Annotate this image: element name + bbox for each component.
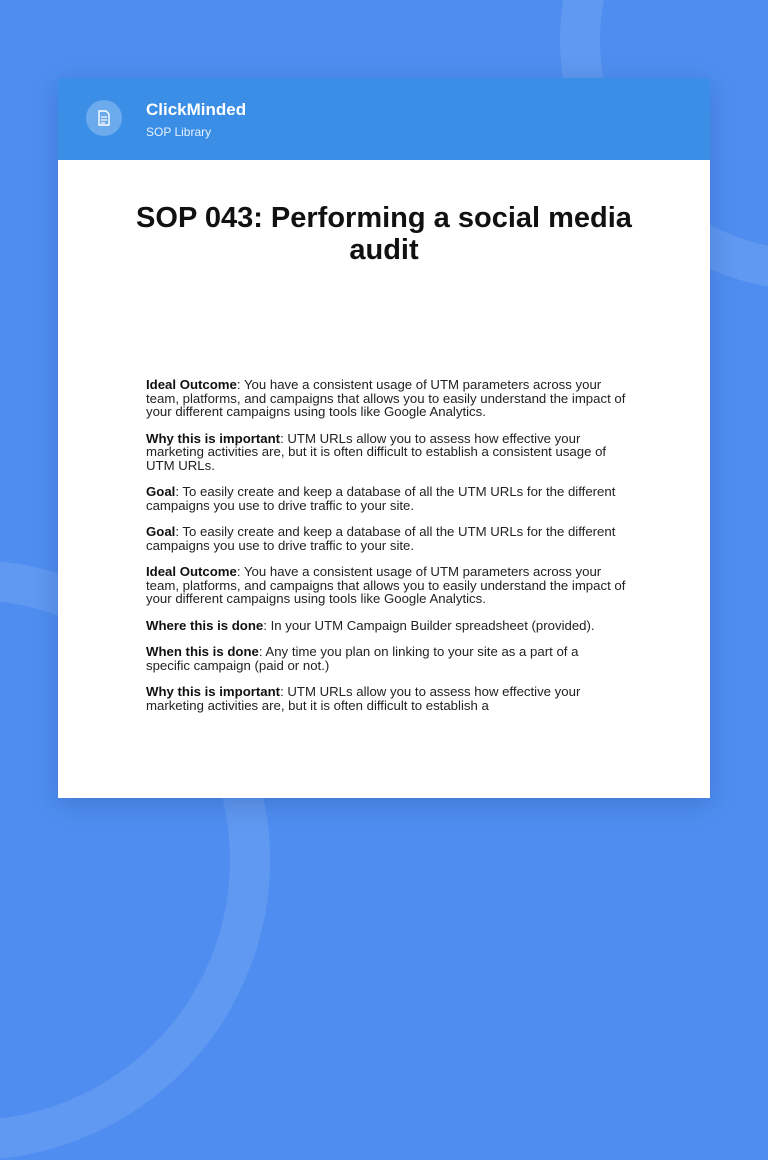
paragraph-text: : UTM URLs allow you to assess how effective your marketing activities are, but it is often difficult to establish a consistent usage of UTM URLs. bbox=[146, 430, 607, 473]
paragraph-text: : You have a consistent usage of UTM parameters across your team, platforms, and campaigns that allows you to easily understand the impact of your different campaigns using tools like Google Analytics. bbox=[146, 377, 626, 419]
paragraph-label: Goal bbox=[146, 524, 176, 539]
paragraph-label: Why this is important bbox=[146, 684, 281, 699]
document-title: SOP 043: Performing a social media audit bbox=[136, 202, 632, 266]
paragraph-text: : Any time you plan on linking to your site as a part of a specific campaign (paid or not.) bbox=[146, 644, 579, 673]
paragraph-label: Where this is done bbox=[146, 617, 264, 633]
paragraph bbox=[146, 432, 626, 473]
brand-name: ClickMinded bbox=[146, 100, 247, 119]
paragraph-text: : To easily create and keep a database of all the UTM URLs for the different campaigns you use to drive traffic to your site. bbox=[146, 524, 616, 553]
paragraph bbox=[146, 565, 626, 606]
paragraph bbox=[146, 525, 626, 552]
paragraph bbox=[146, 485, 626, 512]
paragraph bbox=[146, 378, 626, 419]
paragraph-text: : To easily create and keep a database of all the UTM URLs for the different campaigns you use to drive traffic to your site. bbox=[146, 484, 616, 513]
paragraph-label: Why this is important bbox=[146, 430, 281, 446]
paragraph-label: When this is done bbox=[146, 644, 259, 659]
document-icon bbox=[86, 100, 122, 136]
paragraph-text: : You have a consistent usage of UTM parameters across your team, platforms, and campaigns that allows you to easily understand the impact of your different campaigns using tools like Google Analytics. bbox=[146, 564, 626, 606]
sop-document-card bbox=[58, 78, 710, 798]
paragraph-text: : UTM URLs allow you to assess how effective your marketing activities are, but it is often difficult to establish a bbox=[146, 684, 581, 713]
paragraph bbox=[146, 685, 626, 712]
sop-content bbox=[146, 378, 626, 725]
card-header bbox=[58, 78, 710, 160]
paragraph bbox=[146, 645, 626, 672]
paragraph-label: Goal bbox=[146, 484, 176, 499]
paragraph-label: Ideal Outcome bbox=[146, 377, 237, 392]
paragraph-text: : In your UTM Campaign Builder spreadsheet (provided). bbox=[263, 617, 595, 633]
paragraph-label: Ideal Outcome bbox=[146, 564, 237, 579]
paragraph bbox=[146, 619, 626, 633]
brand-subtitle: SOP Library bbox=[146, 125, 212, 139]
